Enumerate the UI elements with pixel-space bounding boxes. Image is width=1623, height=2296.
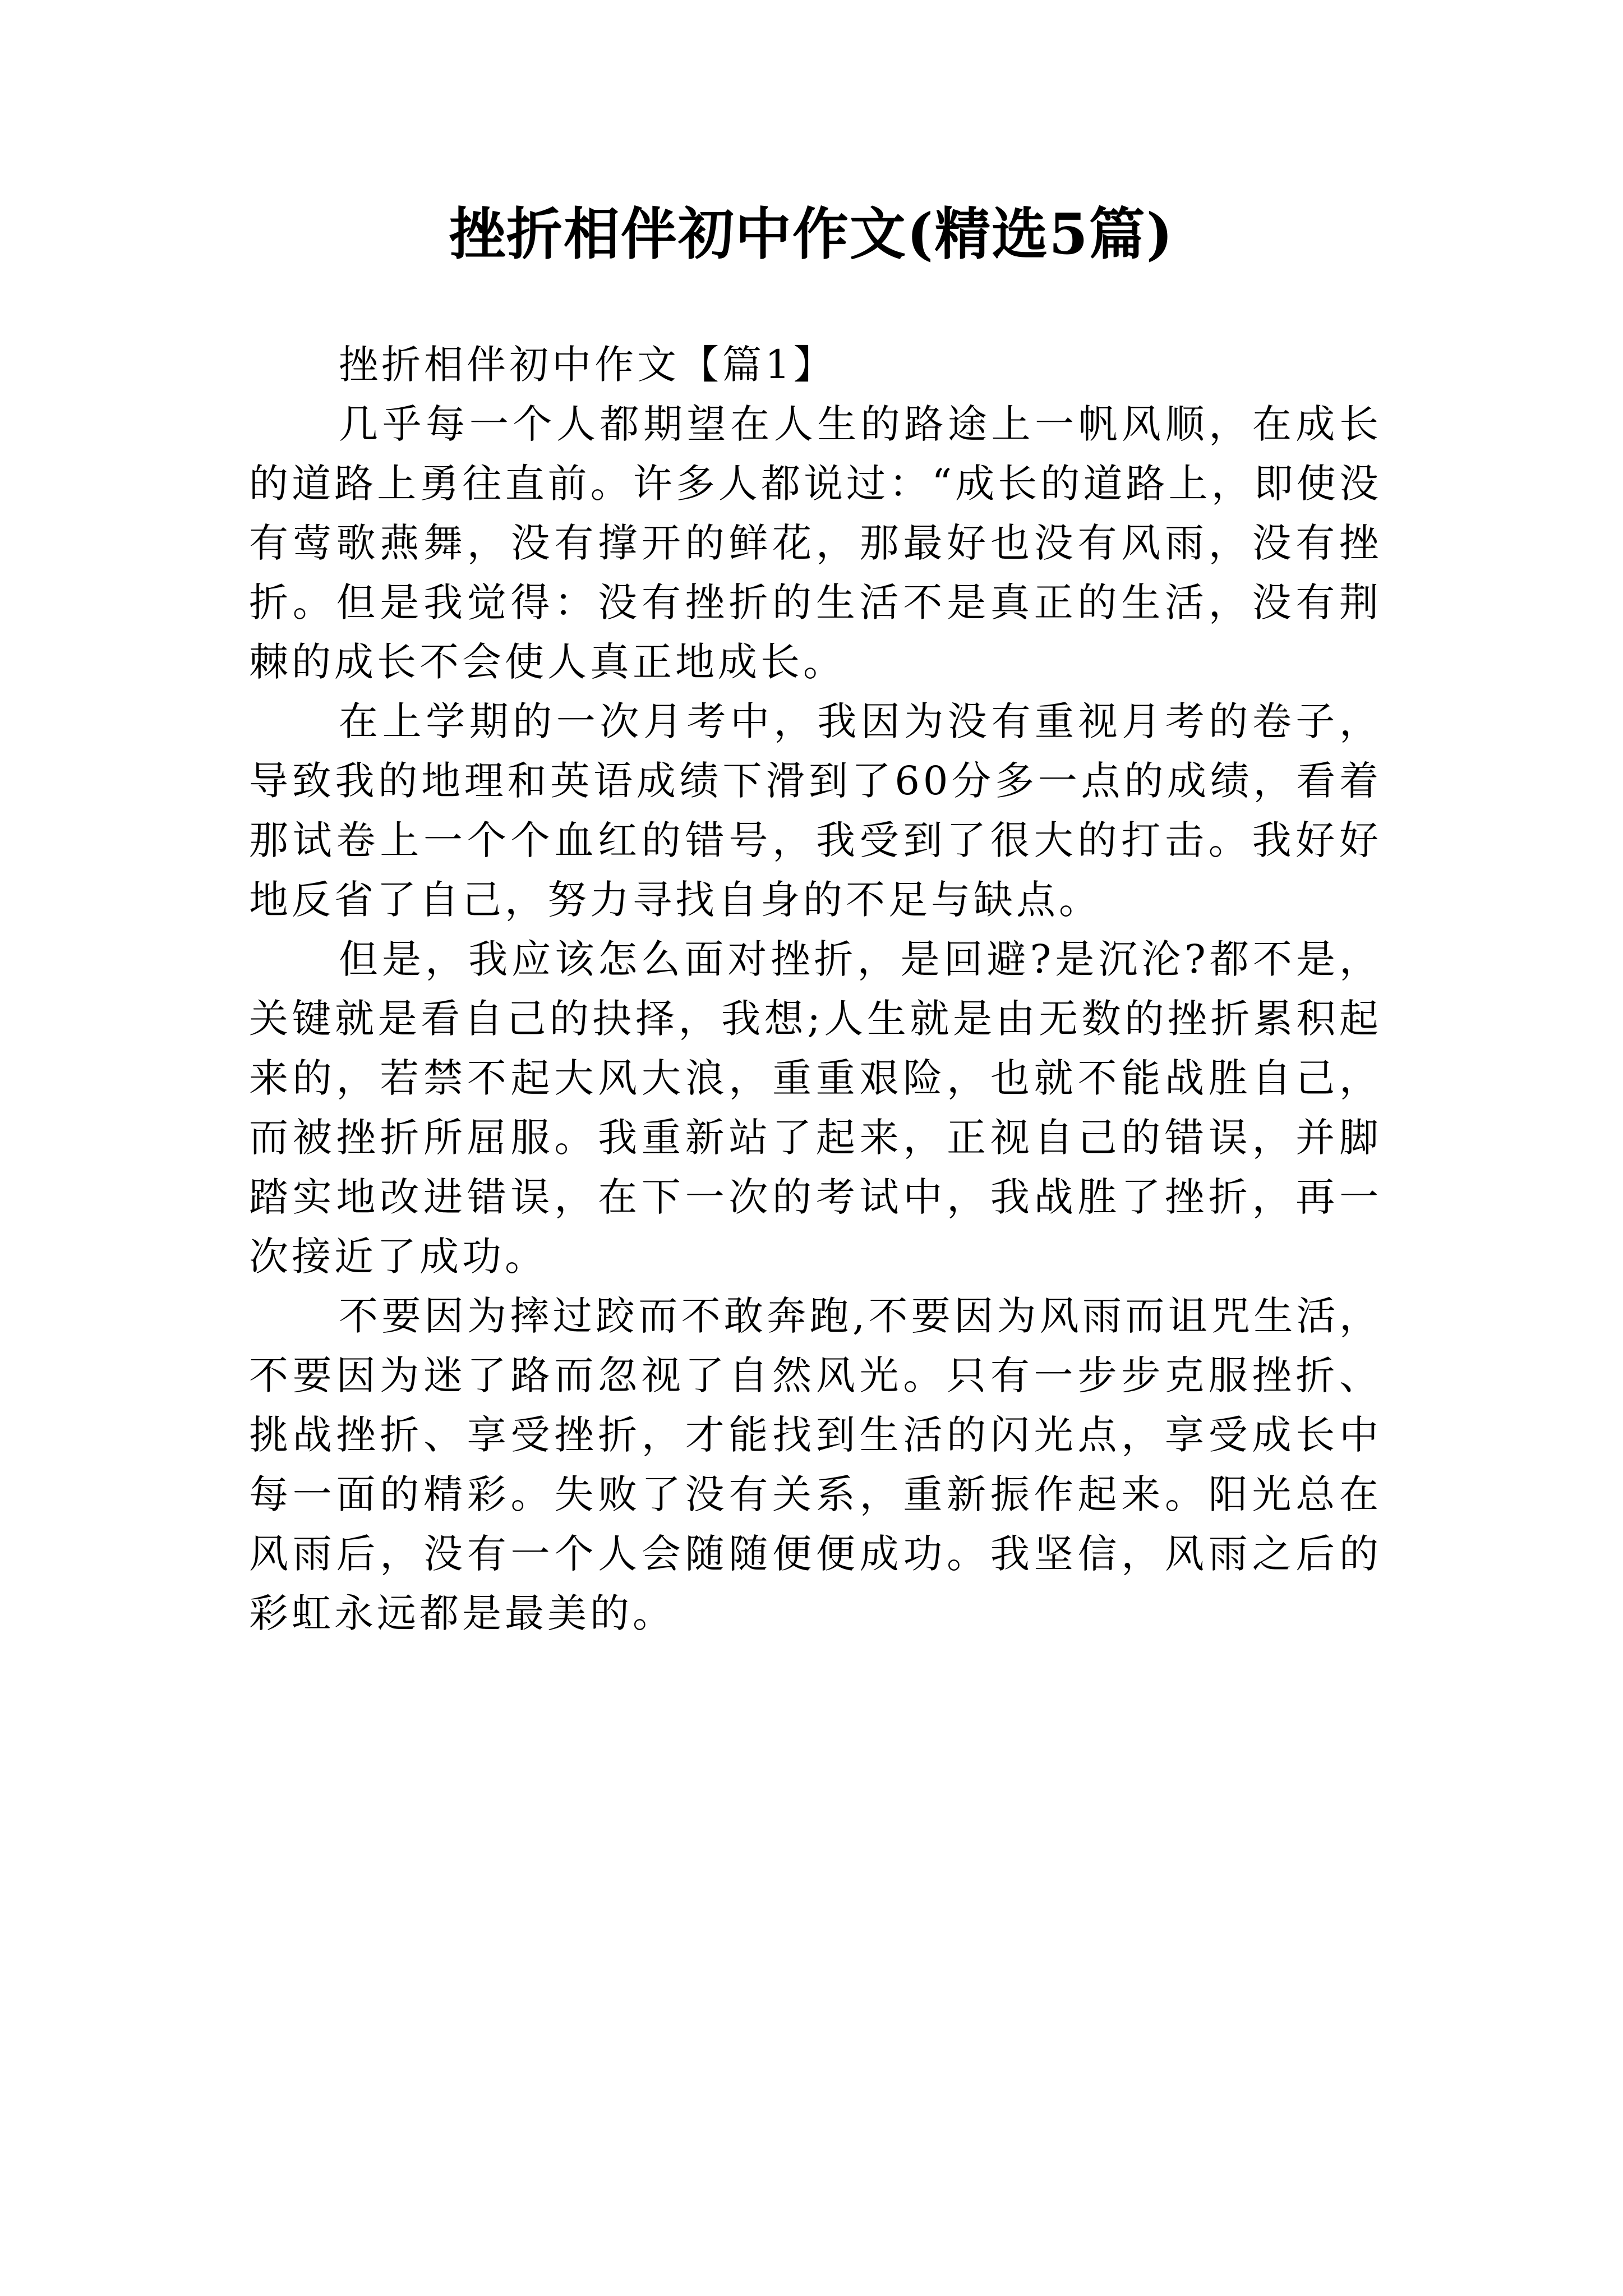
paragraph-1: 几乎每一个人都期望在人生的路途上一帆风顺，在成长的道路上勇往直前。许多人都说过：“成长的道路上，即使没有莺歌燕舞，没有撑开的鲜花，那最好也没有风雨，没有挫折。但是我觉得：没有挫折的生活不是真正的生活，没有荆棘的成长不会使人真正地成长。: [249, 401, 1382, 685]
section-heading: 挫折相伴初中作文【篇1】: [339, 342, 836, 388]
paragraph-3: 但是，我应该怎么面对挫折，是回避?是沉沦?都不是，关键就是看自己的抉择，我想;人生就是由无数的挫折累积起来的，若禁不起大风大浪，重重艰险，也就不能战胜自己，而被挫折所屈服。我重新站了起来，正视自己的错误，并脚踏实地改进错误，在下一次的考试中，我战胜了挫折，再一次接近了成功。: [249, 936, 1382, 1280]
document-body: [249, 335, 1382, 1643]
document-title: 挫折相伴初中作文(精选5篇): [449, 201, 1174, 267]
paragraph-2: 在上学期的一次月考中，我因为没有重视月考的卷子，导致我的地理和英语成绩下滑到了60分多一点的成绩，看着那试卷上一个个血红的错号，我受到了很大的打击。我好好地反省了自己，努力寻找自身的不足与缺点。: [249, 698, 1382, 923]
paragraph-4: 不要因为摔过跤而不敢奔跑,不要因为风雨而诅咒生活，不要因为迷了路而忽视了自然风光。只有一步步克服挫折、挑战挫折、享受挫折，才能找到生活的闪光点，享受成长中每一面的精彩。失败了没有关系，重新振作起来。阳光总在风雨后，没有一个人会随随便便成功。我坚信，风雨之后的彩虹永远都是最美的。: [249, 1293, 1382, 1636]
